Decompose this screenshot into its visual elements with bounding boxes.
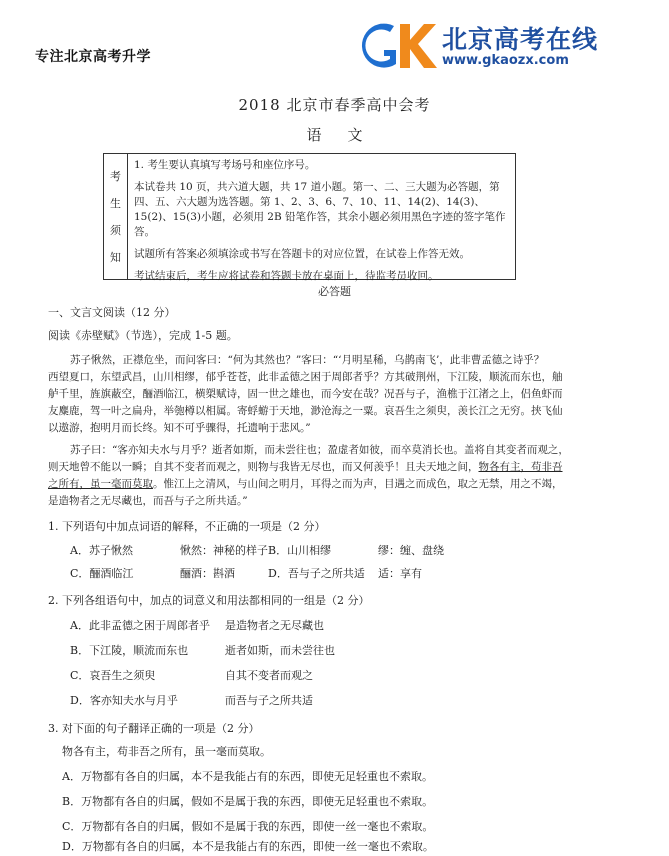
passage-line: 西望夏口，东望武昌，山川相缪，郁乎苍苍，此非孟德之困于周郎者乎？方其破荆州，下江陵，顺流而东也，舳 [48, 371, 563, 383]
option-pair: 而吾与子之所共适 [225, 694, 313, 707]
notice-item: 1. 考生要认真填写考场号和座位序号。 [134, 159, 316, 171]
notice-item: 考试结束后，考生应将试卷和答题卡放在桌面上，待监考员收回。 [134, 270, 439, 282]
passage-line: 苏子愀然，正襟危坐，而问客曰：“何为其然也？”客曰：“‘月明星稀，乌鹊南飞’，此非曹孟德之诗乎？ [70, 354, 545, 366]
option-pair: 自其不变者而观之 [225, 669, 313, 682]
exam-title: 2018 北京市春季高中会考 [238, 96, 431, 114]
option-label: B．万物都有各自的归属，假如不是属于我的东西，即使无足轻重也不索取。 [62, 795, 434, 808]
option-label: D．吾与子之所共适 [268, 567, 365, 580]
option-gloss: 愀然：神秘的样子 [180, 544, 268, 557]
passage-text: 。惟江上之清风，与山间之明月，耳得之而为声，目遇之而成色，取之无禁，用之不竭， [153, 478, 563, 490]
logo-name: 北京高考在线 [442, 25, 599, 54]
option-gloss: 缪：缠、盘绕 [378, 544, 444, 557]
passage-line [48, 459, 628, 476]
section-instruction: 阅读《赤壁赋》（节选），完成 1-5 题。 [48, 329, 238, 342]
option-label: B．下江陵，顺流而东也 [70, 644, 189, 657]
question-stem: 3. 对下面的句子翻译正确的一项是（2 分） [48, 722, 260, 735]
passage-paragraph-1 [48, 352, 628, 437]
exam-subject: 语文 [306, 126, 389, 144]
section-heading: 一、文言文阅读（12 分） [48, 306, 176, 319]
option-label: D．万物都有各自的归属，本不是我能占有的东西，即使一丝一毫也不索取。 [62, 840, 434, 853]
notice-heading [104, 154, 128, 279]
passage-line: 舻千里，旌旗蔽空，酾酒临江，横槊赋诗，固一世之雄也，而今安在哉？况吾与子，渔樵于江渚之上，侣鱼虾而 [48, 388, 563, 400]
notice-heading-char: 考 [110, 169, 121, 183]
notice-item: 本试卷共 10 页，共六道大题，共 17 道小题。第一、二、三大题为必答题，第四、五、六大题为选答题。第 1、2、3、6、7、10、11、14(2)、14(3)、15(2)、15(3)小题，必须用 2B 铅笔作答，其余小题必须用黑色字迹的签字笔作答。 [134, 181, 506, 238]
option-label: C．哀吾生之须臾 [70, 669, 156, 682]
passage-paragraph-2 [48, 442, 628, 510]
option-label: A．此非孟德之困于周郎者乎 [70, 619, 210, 632]
option-label: C．万物都有各自的归属，假如不是属于我的东西，即使一丝一毫也不索取。 [62, 820, 434, 833]
passage-line: 是造物者之无尽藏也，而吾与子之所共适。” [48, 495, 248, 507]
option-label: C．酾酒临江 [70, 567, 134, 580]
question-stem: 1. 下列语句中加点词语的解释，不正确的一项是（2 分） [48, 520, 326, 533]
passage-text: 则天地曾不能以一瞬；自其不变者而观之，则物与我皆无尽也，而又何羡乎！且夫天地之间， [48, 461, 479, 473]
notice-body [134, 158, 507, 291]
notice-item: 试题所有答案必须填涂或书写在答题卡的对应位置，在试卷上作答无效。 [134, 248, 470, 260]
header-tagline: 专注北京高考升学 [35, 49, 151, 65]
passage-line [48, 476, 628, 493]
passage-line: 友麋鹿，驾一叶之扁舟，举匏樽以相属。寄蜉蝣于天地，渺沧海之一粟。哀吾生之须臾，羡长江之无穷。挟飞仙 [48, 405, 563, 417]
question-quote: 物各有主，苟非吾之所有，虽一毫而莫取。 [62, 745, 271, 758]
underlined-sentence: 之所有，虽一毫而莫取 [48, 478, 153, 490]
site-logo [358, 18, 658, 72]
required-section-label: 必答题 [318, 285, 351, 298]
underlined-sentence: 物各有主，苟非吾 [478, 461, 563, 473]
option-label: A．万物都有各自的归属，本不是我能占有的东西，即使无足轻重也不索取。 [62, 770, 433, 783]
option-label: D．客亦知夫水与月乎 [70, 694, 178, 707]
notice-heading-char: 须 [110, 224, 121, 238]
option-label: A．苏子愀然 [70, 544, 133, 557]
candidate-notice-box [103, 153, 516, 280]
logo-gk-icon [358, 20, 438, 72]
option-gloss: 酾酒：斟酒 [180, 567, 235, 580]
question-stem: 2. 下列各组语句中，加点的词意义和用法都相同的一组是（2 分） [48, 594, 370, 607]
option-pair: 是造物者之无尽藏也 [225, 619, 324, 632]
passage-line: 苏子曰：“客亦知夫水与月乎？逝者如斯，而未尝往也；盈虚者如彼，而卒莫消长也。盖将自其变者而观之， [70, 444, 569, 456]
notice-heading-char: 知 [110, 251, 121, 265]
option-label: B．山川相缪 [268, 544, 332, 557]
passage-line: 以遨游，抱明月而长终。知不可乎骤得，托遗响于悲风。” [48, 422, 311, 434]
notice-heading-char: 生 [110, 196, 121, 210]
option-pair: 逝者如斯，而未尝往也 [225, 644, 335, 657]
option-gloss: 适：享有 [378, 567, 422, 580]
logo-url: www.gkaozx.com [442, 53, 569, 68]
